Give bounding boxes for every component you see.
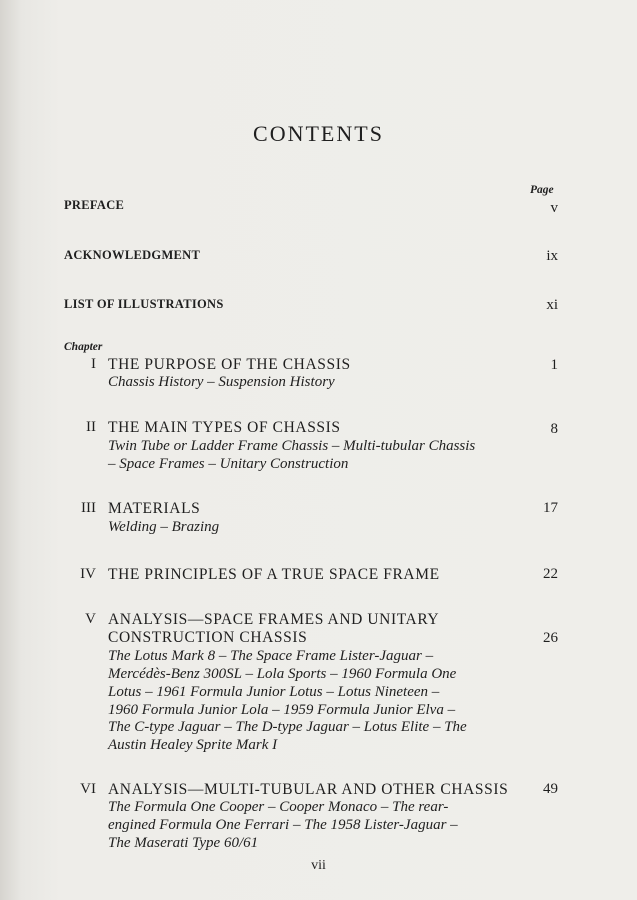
chapter-subtopics: – Space Frames – Unitary Construction <box>108 456 349 472</box>
chapter-subtopics: The C-type Jaguar – The D-type Jaguar – Lotus Elite – The <box>108 719 467 735</box>
chapter-subtopics: The Maserati Type 60/61 <box>108 835 259 851</box>
chapter-subtopics: Mercédès-Benz 300SL – Lola Sports – 1960 Formula One <box>108 666 457 682</box>
chapter-page: 22 <box>543 566 558 582</box>
toc-page-acknowledgment: ix <box>546 248 558 264</box>
toc-entry-preface: PREFACE <box>64 198 125 212</box>
chapter-title: MATERIALS <box>108 500 201 517</box>
chapter-subtopics: Welding – Brazing <box>108 519 220 535</box>
page-column-label: Page <box>530 184 554 196</box>
chapter-title: THE PURPOSE OF THE CHASSIS <box>108 356 351 373</box>
chapter-subtopics: The Lotus Mark 8 – The Space Frame Lister-Jaguar – <box>108 648 434 664</box>
chapter-title: THE PRINCIPLES OF A TRUE SPACE FRAME <box>108 566 440 583</box>
toc-entry-acknowledgment: ACKNOWLEDGMENT <box>64 248 201 262</box>
chapter-number: V <box>85 611 96 627</box>
chapter-subtopics: Chassis History – Suspension History <box>108 374 335 390</box>
chapter-page: 26 <box>543 630 558 646</box>
chapter-column-label: Chapter <box>64 341 103 353</box>
toc-page-preface: v <box>550 200 558 216</box>
chapter-page: 8 <box>550 421 558 437</box>
chapter-number: I <box>91 356 96 372</box>
chapter-title: CONSTRUCTION CHASSIS <box>108 629 308 646</box>
chapter-number: II <box>86 419 96 435</box>
chapter-number: III <box>81 500 96 516</box>
toc-entry-list-of-illustrations: LIST OF ILLUSTRATIONS <box>64 297 224 311</box>
chapter-subtopics: Lotus – 1961 Formula Junior Lotus – Lotus Nineteen – <box>108 684 440 700</box>
chapter-subtopics: 1960 Formula Junior Lola – 1959 Formula Junior Elva – <box>108 702 456 718</box>
chapter-number: IV <box>80 566 96 582</box>
chapter-subtopics: Austin Healey Sprite Mark I <box>108 737 278 753</box>
chapter-number: VI <box>80 781 96 797</box>
chapter-title: ANALYSIS—MULTI-TUBULAR AND OTHER CHASSIS <box>108 781 509 798</box>
chapter-page: 49 <box>543 781 558 797</box>
chapter-page: 1 <box>550 357 558 373</box>
chapter-subtopics: Twin Tube or Ladder Frame Chassis – Multi-tubular Chassis <box>108 438 476 454</box>
chapter-subtopics: The Formula One Cooper – Cooper Monaco – The rear- <box>108 799 449 815</box>
contents-title: CONTENTS <box>253 121 384 146</box>
chapter-page: 17 <box>543 500 558 516</box>
chapter-title: ANALYSIS—SPACE FRAMES AND UNITARY <box>108 611 440 628</box>
page-folio: vii <box>311 858 326 873</box>
chapter-title: THE MAIN TYPES OF CHASSIS <box>108 419 341 436</box>
chapter-subtopics: engined Formula One Ferrari – The 1958 Lister-Jaguar – <box>108 817 458 833</box>
toc-page-list-of-illustrations: xi <box>546 297 558 313</box>
